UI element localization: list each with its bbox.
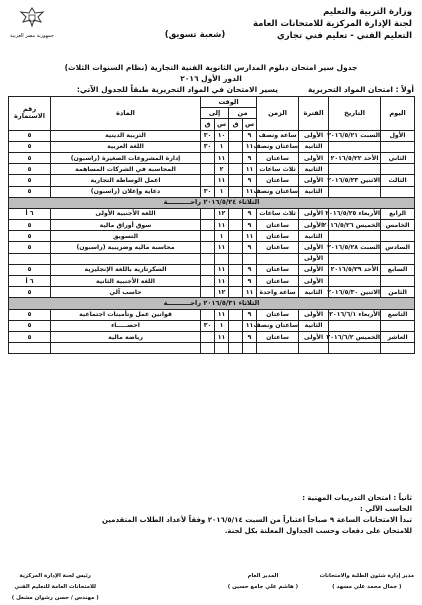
cell-duration (257, 343, 299, 354)
cell-from-minute (229, 264, 243, 275)
cell-to-minute (201, 152, 215, 163)
cell-date: السبت ٢٠١٦/٥/٢١ (329, 130, 381, 141)
cell-date: الاثنين ٢٠١٦/٥/٣٠ (329, 287, 381, 298)
cell-subject: إدارة المشروعات الصغيرة (راسبون) (51, 152, 201, 163)
cell-form: ٥ (9, 320, 51, 331)
cell-subject (51, 253, 201, 264)
cell-subject (51, 343, 201, 354)
cell-day: السابع (381, 264, 415, 275)
cell-to-hour: ١ (215, 320, 229, 331)
cell-from-hour: ٩ (243, 175, 257, 186)
cell-duration: ساعتان (257, 152, 299, 163)
cell-day (381, 276, 415, 287)
cell-to-minute (201, 231, 215, 242)
cell-from-hour: ٩ (243, 331, 257, 342)
col-from-minute: ق (229, 119, 243, 130)
cell-to-minute (201, 309, 215, 320)
cell-period: الثانية (299, 231, 329, 242)
cell-form (9, 253, 51, 264)
cell-from-minute (229, 231, 243, 242)
cell-form: ٦ أ (9, 208, 51, 219)
cell-duration: ساعتان (257, 220, 299, 231)
signature-name: ( جمال محمد علي مسهد ) (332, 584, 402, 590)
cell-form: ٥ (9, 231, 51, 242)
table-row (9, 164, 415, 175)
cell-period (299, 343, 329, 354)
cell-day (381, 141, 415, 152)
col-period: الفترة (299, 97, 329, 131)
cell-day: التاسع (381, 309, 415, 320)
branch-label: (شعبة تسويق) (164, 30, 226, 40)
cell-form: ٥ (9, 331, 51, 342)
cell-date (329, 343, 381, 354)
table-row (9, 186, 415, 197)
cell-date (329, 141, 381, 152)
cell-day: العاشر (381, 331, 415, 342)
cell-subject: اللغة الأجنبية الثانية (51, 276, 201, 287)
cell-day (381, 231, 415, 242)
table-row (9, 152, 415, 163)
table-row (9, 175, 415, 186)
cell-subject: سوق أوراق مالية (51, 220, 201, 231)
cell-duration: ثلاث ساعات (257, 164, 299, 175)
cell-from-minute (229, 208, 243, 219)
cell-day (381, 343, 415, 354)
cell-to-hour: ١١ (215, 175, 229, 186)
cell-to-minute: ٣٠ (201, 141, 215, 152)
cell-period: الأولى (299, 130, 329, 141)
col-time: الوقت (201, 97, 257, 108)
cell-to-hour: ١١ (215, 152, 229, 163)
cell-to-minute (201, 276, 215, 287)
cell-to-hour: ١١ (215, 264, 229, 275)
cell-to-hour: ١ (215, 231, 229, 242)
cell-date: الأحد ٢٠١٦/٥/٢٢ (329, 152, 381, 163)
cell-form: ٥ (9, 175, 51, 186)
cell-from-hour: ٩ (243, 242, 257, 253)
cell-to-hour (215, 253, 229, 264)
signature-block (6, 571, 104, 604)
cell-subject: المحاسبة في الشركات المساهمة (51, 164, 201, 175)
cell-to-minute (201, 287, 215, 298)
note-computer: الحاسب الآلي : (360, 505, 412, 513)
cell-date (329, 320, 381, 331)
signature-block (110, 571, 208, 604)
cell-period: الثانية (299, 186, 329, 197)
cell-duration: ساعة ونصف (257, 130, 299, 141)
table-row (9, 331, 415, 342)
signature-role: المدير العام (247, 573, 279, 579)
signature-role: رئيس لجنة الإدارة المركزية للامتحانات العامة للتعليم الفني (14, 573, 97, 590)
table-row (9, 320, 415, 331)
note-batches: للامتحان على دفعات وحسب الجداول المعلنة بكل لجنة. (224, 527, 412, 535)
cell-from-minute (229, 309, 243, 320)
cell-to-hour: ١ (215, 141, 229, 152)
table-row (9, 276, 415, 287)
cell-day: الثالث (381, 175, 415, 186)
cell-form: ٥ (9, 186, 51, 197)
cell-from-hour: ٩ (243, 276, 257, 287)
cell-subject: السكرتارية باللغة الإنجليزية (51, 264, 201, 275)
cell-to-minute (201, 208, 215, 219)
col-to-hour: س (215, 119, 229, 130)
ministry-header (253, 6, 412, 42)
cell-to-hour: ١١ (215, 220, 229, 231)
cell-to-minute (201, 242, 215, 253)
cell-from-hour: ١١ (243, 287, 257, 298)
cell-period: الثانية (299, 141, 329, 152)
cell-subject: التربية الدينية (51, 130, 201, 141)
cell-subject: اللغة الأجنبية الأولى (51, 208, 201, 219)
col-day: اليوم (381, 97, 415, 131)
cell-subject: اللغة العربية (51, 141, 201, 152)
cell-from-hour: ٩ (243, 220, 257, 231)
cell-from-minute (229, 276, 243, 287)
state-emblem (10, 6, 54, 39)
cell-date (329, 253, 381, 264)
cell-form: ٦ أ (9, 276, 51, 287)
cell-day: السادس (381, 242, 415, 253)
cell-from-minute (229, 287, 243, 298)
signatures (6, 571, 416, 604)
cell-duration (257, 253, 299, 264)
section-heading: أولاً : امتحان المواد التحريرية (307, 85, 414, 94)
cell-to-hour: ١١ (215, 242, 229, 253)
signature-block (214, 571, 312, 604)
cell-date (329, 164, 381, 175)
cell-from-hour (243, 253, 257, 264)
cell-duration: ساعتان ونصف (257, 320, 299, 331)
cell-date: السبت ٢٠١٦/٥/٢٨ (329, 242, 381, 253)
cell-from-hour: ٩ (243, 152, 257, 163)
cell-duration: ساعتان (257, 331, 299, 342)
emblem-caption: جمهورية مصر العربية (10, 33, 54, 39)
cell-to-hour: ١٢ (215, 208, 229, 219)
cell-period: الأولى (299, 208, 329, 219)
cell-to-minute (201, 175, 215, 186)
table-row (9, 208, 415, 219)
cell-to-minute (201, 220, 215, 231)
cell-to-hour: ١١ (215, 331, 229, 342)
cell-duration: ساعتان (257, 309, 299, 320)
schedule-title-line2: الدور الأول ٢٠١٦ (180, 74, 242, 83)
cell-to-minute (201, 343, 215, 354)
cell-period: الأولى (299, 331, 329, 342)
cell-period: الثانية (299, 320, 329, 331)
cell-from-minute (229, 343, 243, 354)
cell-form: ٥ (9, 130, 51, 141)
schedule-title-line1: جدول سير امتحان دبلوم المدارس الثانوية الفنية التجارية (نظام السنوات الثلاث) (64, 63, 358, 72)
cell-from-minute (229, 152, 243, 163)
cell-form: ٥ (9, 164, 51, 175)
cell-from-hour (243, 343, 257, 354)
cell-to-minute (201, 264, 215, 275)
cell-subject: اعمل الوساطة التجارية (51, 175, 201, 186)
col-from-hour: س (243, 119, 257, 130)
cell-date: الخميس ٢٠١٦/٥/٢٦ (329, 220, 381, 231)
cell-to-minute: ٣٠ (201, 130, 215, 141)
cell-period: الأولى (299, 152, 329, 163)
table-row (9, 264, 415, 275)
cell-from-minute (229, 164, 243, 175)
cell-to-minute (201, 164, 215, 175)
cell-duration: ساعتان ونصف (257, 141, 299, 152)
cell-to-minute: ٣٠ (201, 320, 215, 331)
cell-subject: دعاية وإعلان (راسبون) (51, 186, 201, 197)
cell-period: الأولى (299, 242, 329, 253)
cell-day: الأول (381, 130, 415, 141)
cell-date: الأحد ٢٠١٦/٥/٢٩ (329, 264, 381, 275)
cell-form: ٥ (9, 242, 51, 253)
col-from: من (229, 108, 257, 119)
note-practical: ثانياً : امتحان التدريبات المهنية : (302, 494, 412, 502)
cell-from-hour: ١١ (243, 141, 257, 152)
cell-date (329, 231, 381, 242)
cell-from-hour: ١١ (243, 186, 257, 197)
col-date: التاريخ (329, 97, 381, 131)
cell-form: ٥ (9, 287, 51, 298)
table-row (9, 220, 415, 231)
cell-duration: ساعتان (257, 175, 299, 186)
note-start: تبدأ الامتحانات الساعة ٩ صباحاً اعتباراً من السبت ٢٠١٦/٥/١٤ وفقاً لأعداد الطلاب المتقدمين (102, 516, 412, 524)
rest-day-row (9, 298, 415, 309)
cell-form: ٥ (9, 309, 51, 320)
cell-period: الثانية (299, 287, 329, 298)
exam-table-body (9, 130, 415, 354)
cell-date: الاثنين ٢٠١٦/٥/٢٣ (329, 175, 381, 186)
exam-table (8, 96, 415, 354)
cell-subject: قوانين عمل وتأمينات اجتماعية (51, 309, 201, 320)
cell-duration: ساعتان (257, 242, 299, 253)
col-to: إلى (201, 108, 229, 119)
cell-period: الأولى (299, 220, 329, 231)
cell-from-hour: ١١ (243, 231, 257, 242)
cell-from-hour: ١١ (243, 320, 257, 331)
ministry-name: وزارة التربية والتعليم (323, 7, 412, 17)
cell-duration: ساعة واحدة (257, 287, 299, 298)
cell-to-minute: ٣٠ (201, 186, 215, 197)
cell-to-hour: ١٢ (215, 287, 229, 298)
cell-day: الثاني (381, 152, 415, 163)
col-subject: المادة (51, 97, 201, 131)
table-row (9, 141, 415, 152)
cell-period: الثانية (299, 164, 329, 175)
table-row (9, 287, 415, 298)
cell-from-minute (229, 320, 243, 331)
cell-period: الأولى (299, 264, 329, 275)
cell-from-minute (229, 130, 243, 141)
cell-day: الرابع (381, 208, 415, 219)
signature-name: ( مهندس / حسن رشوان مشعل ) (11, 595, 99, 601)
col-duration: الزمن (257, 97, 299, 131)
rest-day-label: الثلاثاء ٢٠١٦/٥/٣١ راحــــــــــة (9, 298, 415, 309)
cell-duration: ساعتان (257, 264, 299, 275)
cell-day: الثامن (381, 287, 415, 298)
cell-from-hour: ٩ (243, 130, 257, 141)
cell-from-minute (229, 186, 243, 197)
cell-period: الأولى (299, 175, 329, 186)
cell-subject: احصـــــاء (51, 320, 201, 331)
cell-subject: محاسبة مالية وضريبية (راسبون) (51, 242, 201, 253)
table-row (9, 343, 415, 354)
cell-subject: التسويق (51, 231, 201, 242)
section-subheading: يسير الامتحان في المواد التحريرية طبقاً للجدول الآتي: (76, 85, 278, 94)
signature-role: مدير إدارة شئون الطلبة والامتحانات (319, 573, 415, 579)
cell-subject: حاسب آلي (51, 287, 201, 298)
education-type: التعليم الفني - تعليم فني تجاري (276, 31, 412, 41)
col-form: رقم الاستمارة (9, 97, 51, 131)
cell-form: ٥ (9, 264, 51, 275)
table-row (9, 242, 415, 253)
table-row (9, 309, 415, 320)
cell-to-minute (201, 253, 215, 264)
cell-day (381, 320, 415, 331)
cell-duration: ساعتان (257, 276, 299, 287)
cell-from-hour: ٩ (243, 264, 257, 275)
cell-from-minute (229, 331, 243, 342)
schedule-title (8, 62, 414, 84)
cell-from-minute (229, 141, 243, 152)
committee-name: لجنة الإدارة المركزية للامتحانات العامة (252, 19, 412, 29)
rest-day-row (9, 197, 415, 208)
cell-from-hour: ١١ (243, 164, 257, 175)
cell-form (9, 343, 51, 354)
col-to-minute: ق (201, 119, 215, 130)
cell-form: ٥ (9, 141, 51, 152)
table-row (9, 130, 415, 141)
cell-from-minute (229, 242, 243, 253)
cell-period: الأولى (299, 276, 329, 287)
cell-date: الأربعاء ٢٠١٦/٥/٢٥ (329, 208, 381, 219)
cell-subject: رياضة مالية (51, 331, 201, 342)
cell-to-hour: ١٠ (215, 130, 229, 141)
rest-day-label: الثلاثاء ٢٠١٦/٥/٢٤ راحــــــــــة (9, 197, 415, 208)
cell-from-minute (229, 220, 243, 231)
cell-day (381, 164, 415, 175)
cell-date (329, 276, 381, 287)
cell-to-minute (201, 331, 215, 342)
cell-to-hour: ١١ (215, 309, 229, 320)
cell-period: الأولى (299, 309, 329, 320)
cell-to-hour: ١١ (215, 276, 229, 287)
cell-duration: ساعتان (257, 231, 299, 242)
cell-period: الأولى (299, 253, 329, 264)
cell-date: الخميس ٢٠١٦/٦/٢ (329, 331, 381, 342)
cell-date (329, 186, 381, 197)
cell-form: ٥ (9, 220, 51, 231)
notes-section (10, 493, 412, 537)
cell-from-hour: ٩ (243, 309, 257, 320)
eagle-emblem-icon (18, 6, 46, 32)
section-written-exams (8, 85, 414, 94)
cell-duration: ساعتان ونصف (257, 186, 299, 197)
cell-from-hour: ٩ (243, 208, 257, 219)
cell-to-hour: ٢ (215, 164, 229, 175)
cell-day (381, 253, 415, 264)
table-row (9, 253, 415, 264)
cell-to-hour: ١ (215, 186, 229, 197)
signature-name: ( هاشم علي جامع حسين ) (227, 584, 299, 590)
cell-from-minute (229, 175, 243, 186)
cell-date: الأربعاء ٢٠١٦/٦/١ (329, 309, 381, 320)
cell-day: الخامس (381, 220, 415, 231)
signature-block (318, 571, 416, 604)
cell-from-minute (229, 253, 243, 264)
cell-form: ٥ (9, 152, 51, 163)
table-row (9, 231, 415, 242)
cell-to-hour (215, 343, 229, 354)
cell-day (381, 186, 415, 197)
cell-duration: ثلاث ساعات (257, 208, 299, 219)
